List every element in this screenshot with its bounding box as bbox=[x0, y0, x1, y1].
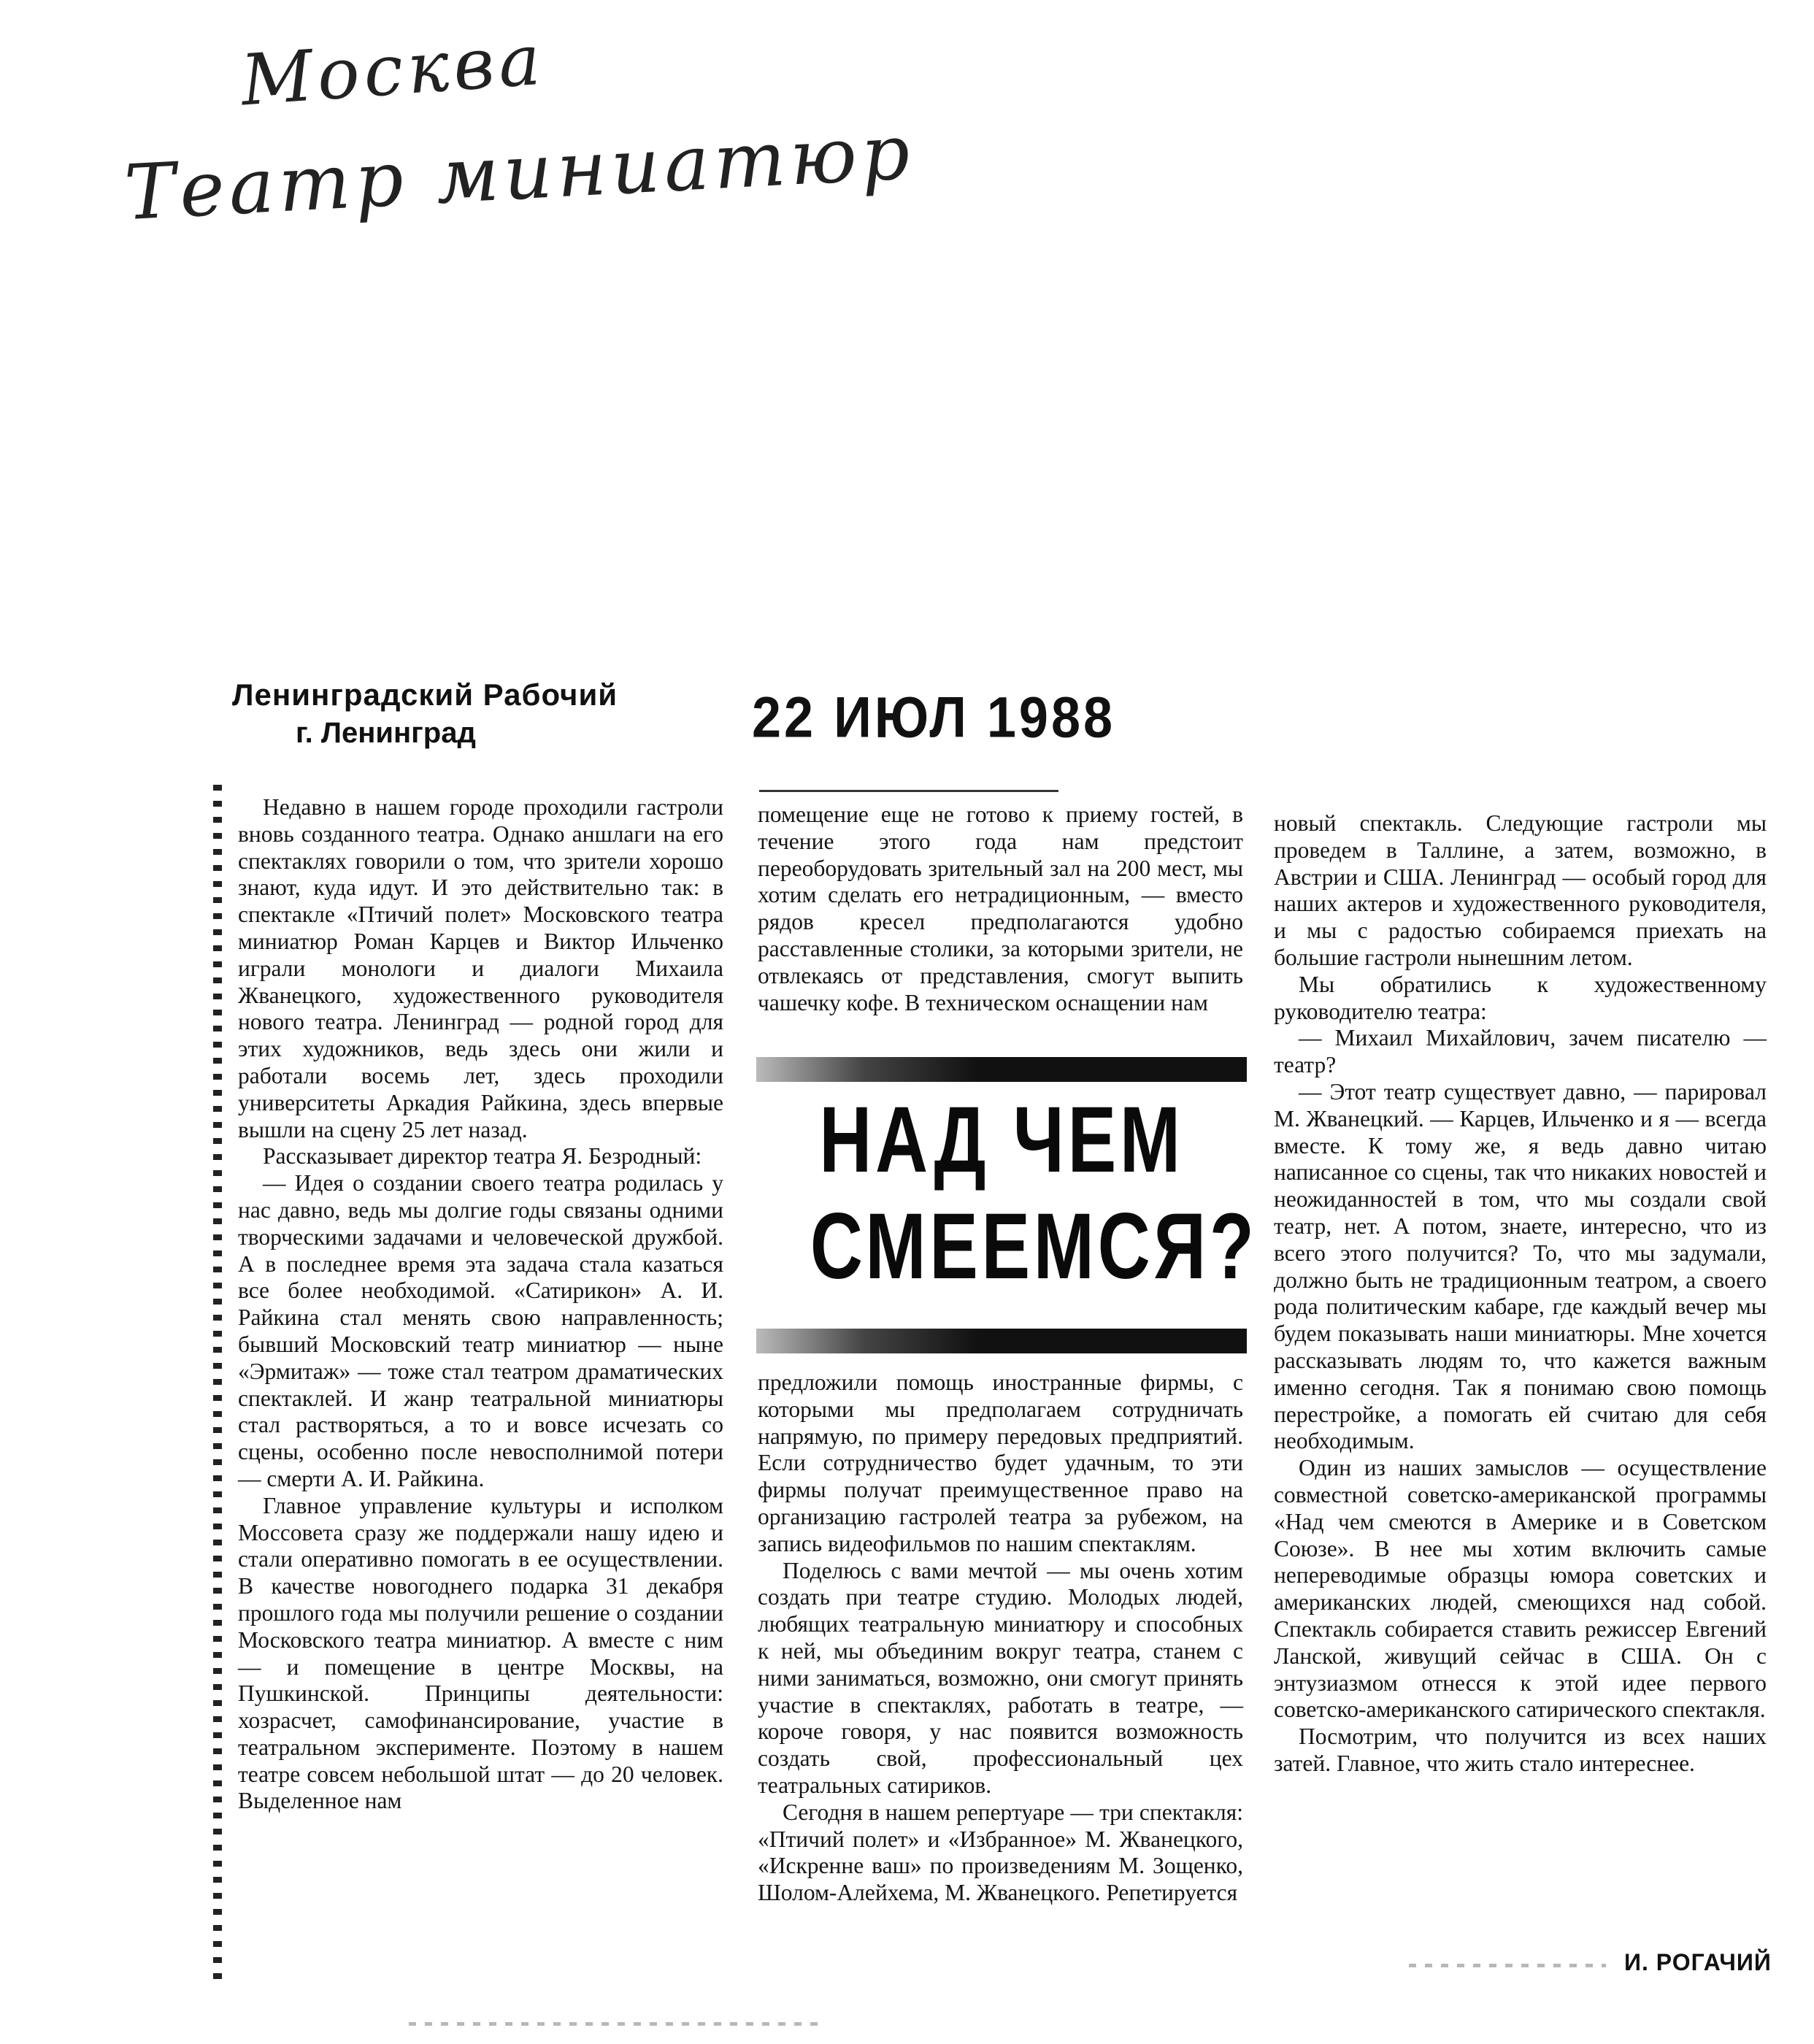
column-rule bbox=[759, 790, 1058, 792]
headline-block bbox=[756, 1057, 1258, 1355]
paragraph: Посмотрим, что получится из всех наших затей. Главное, что жить стало интереснее. bbox=[1274, 1724, 1767, 1776]
clipping-cut-edge bbox=[213, 785, 222, 1982]
paragraph: Главное управление культуры и исполком Моссовета сразу же поддержали нашу идею и стали оперативно помогать в ее осуществлении. В качестве новогоднего подарка 31 декабря прошлого года мы получили решение о создании Московского театра миниатюр. А вместе с ним — и помещение в центре Москвы, на Пушкинской. Принципы деятельности: хозрасчет, самофинансирование, участие в театральном эксперименте. Поэтому в нашем театре совсем небольшой штат — до 20 человек. Выделенное нам bbox=[238, 1492, 723, 1814]
print-noise bbox=[409, 2022, 818, 2026]
article-column-2-bottom bbox=[758, 1369, 1243, 1907]
article-column-1 bbox=[238, 794, 723, 1815]
paragraph: помещение еще не готово к приему гостей, в течение этого года нам предстоит переоборудовать зрительный зал на 200 мест, мы хотим сделать его нетрадиционным, — вместо рядов кресел предполагаются удобно расставленные столики, за которыми зрители, не отвлекаясь от представления, смогут выпить чашечку кофе. В техническом оснащении нам bbox=[758, 802, 1243, 1015]
article-column-3 bbox=[1274, 810, 1767, 1778]
paragraph: предложили помощь иностранные фирмы, с которыми мы предполагаем сотрудничать напрямую, по примеру передовых предприятий. Если сотрудничество будет удачным, то эти фирмы получат преимущественное право на организацию гастролей театра за рубежом, на запись видеофильмов по нашим спектаклям. bbox=[758, 1369, 1243, 1556]
paragraph: Рассказывает директор театра Я. Безродный: bbox=[263, 1143, 702, 1169]
paragraph: Недавно в нашем городе проходили гастроли вновь созданного театра. Однако аншлаги на его спектаклях говорили о том, что зрители хорошо знают, куда идут. И это действительно так: в спектакле «Птичий полет» Московского театра миниатюр Роман Карцев и Виктор Ильченко играли монологи и диалоги Михаила Жванецкого, художественного руководителя нового театра. Ленинград — родной город для этих художников, ведь здесь они жили и работали восемь лет, здесь проходили университеты Аркадия Райкина, здесь впервые вышли на сцену 25 лет назад. bbox=[238, 794, 723, 1142]
handwritten-note-city: Москва bbox=[238, 18, 547, 122]
newspaper-city-stamp: г. Ленинград bbox=[296, 717, 476, 749]
article-column-2-top bbox=[758, 802, 1243, 1016]
print-noise bbox=[1409, 1964, 1606, 1967]
date-stamp: 22 ИЮЛ 1988 bbox=[752, 685, 1116, 750]
paragraph: Сегодня в нашем репертуаре — три спектакля: «Птичий полет» и «Избранное» М. Жванецкого, «Искренне ваш» по произведениям М. Зощенко, Шолом-Алейхема, М. Жванецкого. Репетируется bbox=[758, 1799, 1243, 1906]
handwritten-note-theatre: Театр миниатюр bbox=[122, 107, 917, 238]
headline-line-1: НАД ЧЕМ bbox=[819, 1088, 1184, 1192]
headline-line-2: СМЕЕМСЯ? bbox=[810, 1194, 1258, 1299]
newspaper-masthead-stamp: Ленинградский Рабочий bbox=[232, 677, 618, 712]
headline-band-top bbox=[756, 1057, 1247, 1082]
paragraph: новый спектакль. Следующие гастроли мы проведем в Таллине, а затем, возможно, в Австрии и США. Ленинград — особый город для наших актеров и художественного руководителя, и мы с радостью собираемся приехать на большие гастроли нынешним летом. bbox=[1274, 810, 1767, 970]
author-signature: И. РОГАЧИЙ bbox=[1624, 1949, 1772, 1975]
paragraph: — Идея о создании своего театра родилась у нас давно, ведь мы долгие годы связаны одними творческими задачами и человеческой дружбой. А в последнее время эта задача стала казаться все более необходимой. «Сатирикон» А. И. Райкина стал менять свою направленность; бывший Московский театр миниатюр — ныне «Эрмитаж» — тоже стал театром драматических спектаклей. И жанр театральной миниатюры стал растворяться, а то и вовсе исчезать со сцены, особенно после невосполнимой потери — смерти А. И. Райкина. bbox=[238, 1170, 723, 1491]
paragraph: Один из наших замыслов — осуществление совместной советско-американской программы «Над чем смеются в Америке и в Советском Союзе». В нее мы хотим включить самые непереводимые образцы юмора советских и американских людей, смеющихся над собой. Спектакль собирается ставить режиссер Евгений Ланской, живущий сейчас в США. Он с энтузиазмом отнесся к этой идее первого советско-американского сатирического спектакля. bbox=[1274, 1455, 1767, 1723]
headline-band-bottom bbox=[756, 1329, 1247, 1353]
paragraph: — Михаил Михайлович, зачем писателю — театр? bbox=[1274, 1025, 1767, 1078]
paragraph: — Этот театр существует давно, — парировал М. Жванецкий. — Карцев, Ильченко и я — всегда вместе. К тому же, я ведь давно читаю написанное со сцены, так что никаких новостей и неожиданностей в том, что мы создали свой театр, нет. А потом, знаете, интересно, что из всего этого получится? То, что мы задумали, должно быть не традиционным театром, а своего рода политическим кабаре, где каждый вечер мы будем показывать наши миниатюры. Мне хочется рассказывать людям то, что кажется важным именно сегодня. Так я понимаю свою помощь перестройке, а помогать ей считаю для себя необходимым. bbox=[1274, 1078, 1767, 1454]
paragraph: Мы обратились к художественному руководителю театра: bbox=[1274, 971, 1767, 1024]
paragraph: Поделюсь с вами мечтой — мы очень хотим создать при театре студию. Молодых людей, любящих театральную миниатюру и способных к ней, мы объединим вокруг театра, станем с ними заниматься, возможно, они смогут принять участие в спектаклях, работать в театре, — короче говоря, у нас появится возможность создать свой, профессиональный цех театральных сатириков. bbox=[758, 1557, 1243, 1798]
